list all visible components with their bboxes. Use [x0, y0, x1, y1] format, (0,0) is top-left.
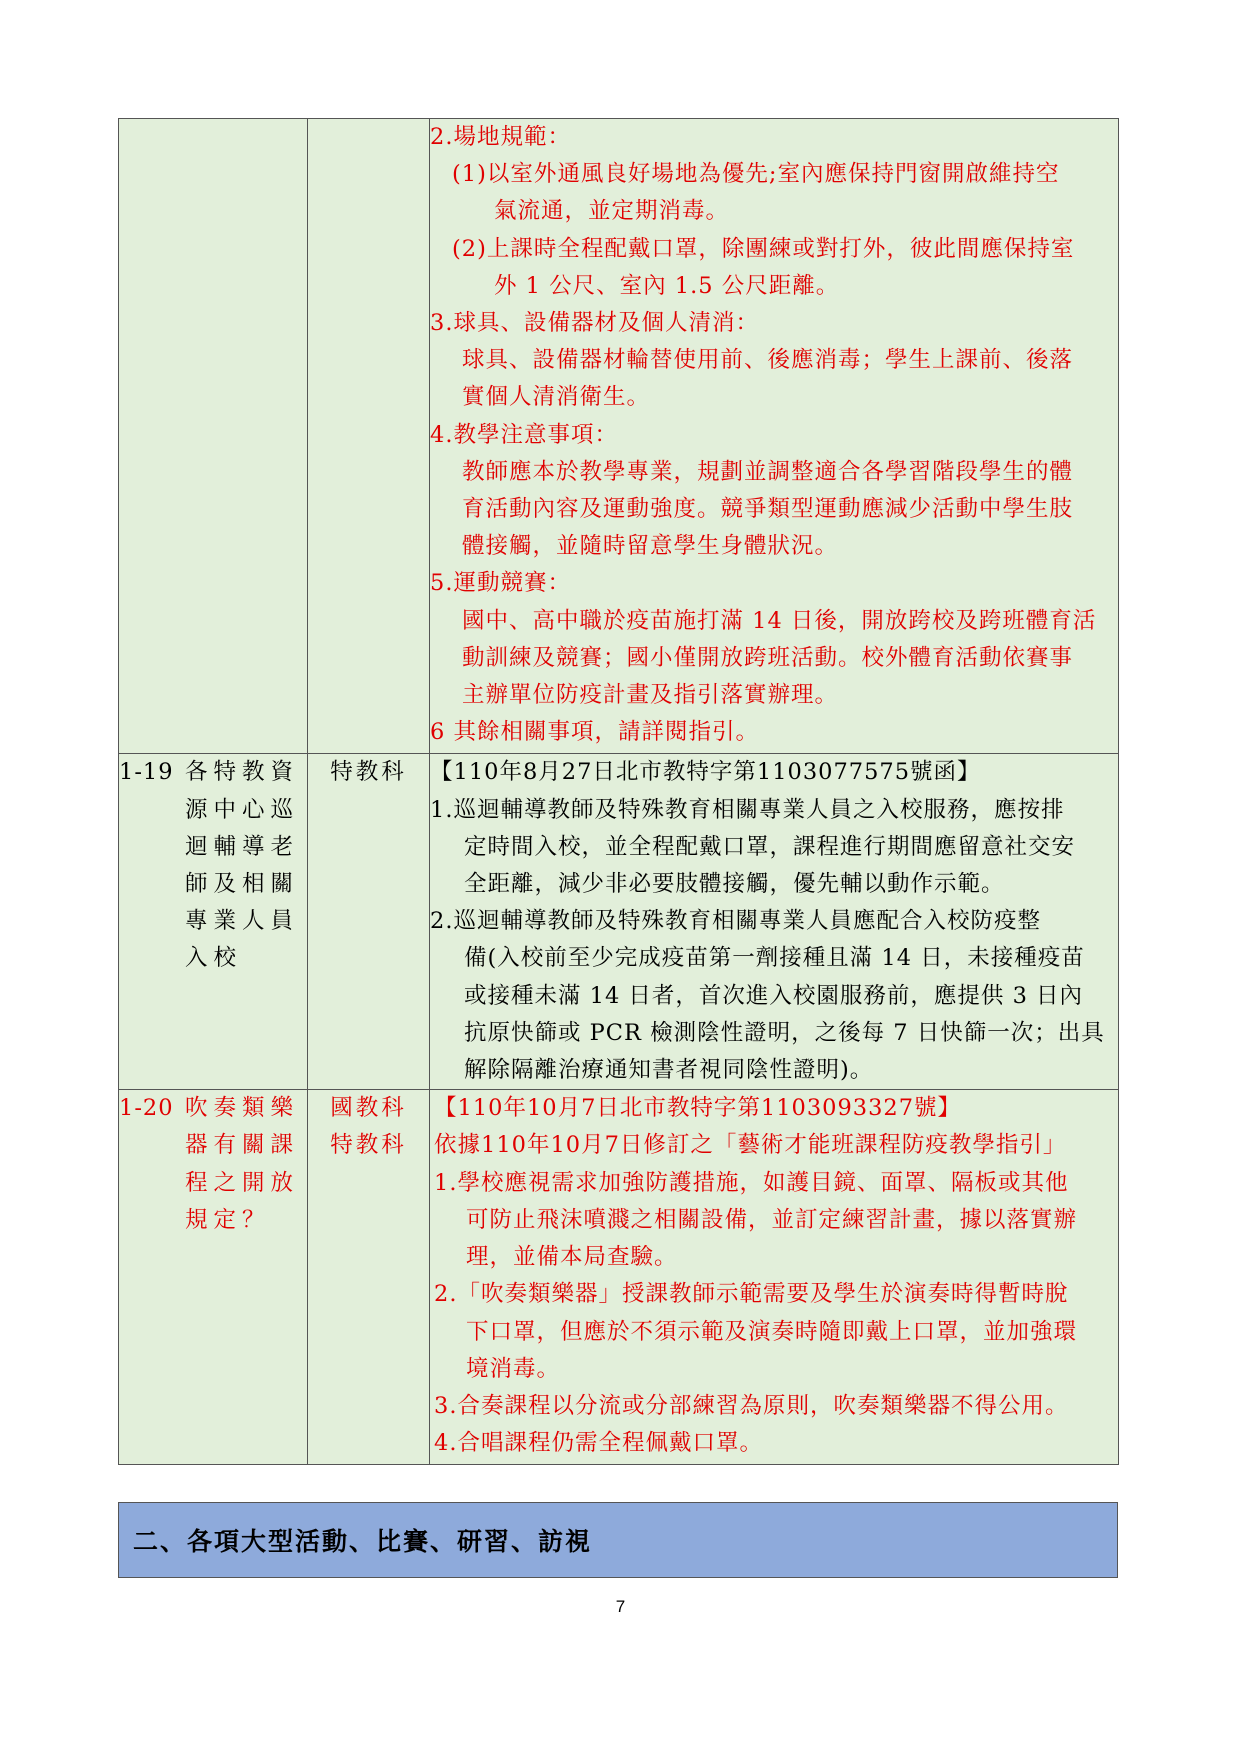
department-cell-1-20 [308, 1090, 430, 1465]
text-line: 專業人員 [185, 908, 300, 935]
text-line: 6 其餘相關事項，請詳閱指引。 [430, 719, 759, 746]
text-line: 境消毒。 [466, 1355, 561, 1382]
text-line: 主辦單位防疫計畫及指引落實辦理。 [462, 682, 839, 709]
text-line: 下口罩，但應於不須示範及演奏時隨即戴上口罩，並加強環 [466, 1318, 1078, 1345]
item-number: 1-19 [119, 759, 174, 786]
text-line: 2.場地規範： [430, 124, 571, 150]
topic-text [185, 754, 299, 977]
content-cell-1-20 [430, 1090, 1119, 1465]
section-header [118, 1502, 1118, 1578]
text-line: 3.合奏課程以分流或分部練習為原則，吹奏類樂器不得公用。 [434, 1392, 1069, 1419]
text-line: 或接種未滿 14 日者，首次進入校園服務前，應提供 3 日內 [464, 982, 1084, 1009]
text-line: 2.「吹奏類樂器」授課教師示範需要及學生於演奏時得暫時脫 [434, 1281, 1069, 1308]
content-lines [430, 754, 1118, 1089]
text-line: 國中、高中職於疫苗施打滿 14 日後，開放跨校及跨班體育活 [462, 607, 1097, 634]
department-text [308, 754, 429, 791]
content-cell-continued [430, 119, 1119, 754]
text-line: 迴輔導老 [185, 833, 300, 860]
text-line: 體接觸，並隨時留意學生身體狀況。 [462, 533, 839, 560]
text-line: 特教科 [330, 759, 407, 786]
text-line: 【110年10月7日北市教特字第1103093327號】 [434, 1095, 962, 1122]
text-line: 理，並備本局查驗。 [466, 1244, 678, 1271]
department-text [308, 1090, 429, 1164]
text-line: 1.巡迴輔導教師及特殊教育相關專業人員之入校服務，應按排 [430, 796, 1065, 823]
text-line: 程之開放 [185, 1169, 300, 1196]
text-line: 師及相關 [185, 871, 300, 898]
text-line: 氣流通，並定期消毒。 [494, 198, 730, 225]
text-line: 4.合唱課程仍需全程佩戴口罩。 [434, 1430, 763, 1457]
topic-text [185, 1090, 299, 1239]
table-row-1-20 [119, 1090, 1119, 1465]
text-line: 源中心巡 [185, 796, 300, 823]
text-line: 吹奏類樂 [185, 1095, 300, 1122]
text-line: 動訓練及競賽；國小僅開放跨班活動。校外體育活動依賽事 [462, 644, 1074, 671]
text-line: (1)以室外通風良好場地為優先;室內應保持門窗開啟維持空 [452, 161, 1060, 188]
text-line: 教師應本於教學專業，規劃並調整適合各學習階段學生的體 [462, 458, 1074, 485]
text-line: 可防止飛沫噴濺之相關設備，並訂定練習計畫，據以落實辦 [466, 1206, 1078, 1233]
topic-cell-empty [119, 119, 308, 754]
text-line: 外 1 公尺、室內 1.5 公尺距離。 [494, 272, 840, 299]
topic-cell-1-19 [119, 754, 308, 1090]
text-line: 1.學校應視需求加強防護措施，如護目鏡、面罩、隔板或其他 [434, 1169, 1069, 1196]
department-cell-empty [308, 119, 430, 754]
text-line: 規定？ [185, 1206, 271, 1233]
guidance-table [118, 118, 1119, 1465]
text-line: (2)上課時全程配戴口罩，除團練或對打外，彼此間應保持室 [452, 235, 1075, 262]
text-line: 3.球具、設備器材及個人清消： [430, 310, 759, 337]
text-line: 抗原快篩或 PCR 檢測陰性證明，之後每 7 日快篩一次；出具 [464, 1019, 1105, 1046]
page-number: 7 [615, 1597, 626, 1616]
text-line: 解除隔離治療通知書者視同陰性證明)。 [464, 1057, 874, 1084]
text-line: 育活動內容及運動強度。競爭類型運動應減少活動中學生肢 [462, 496, 1074, 523]
text-line: 實個人清消衛生。 [462, 384, 651, 411]
content-lines [430, 119, 1118, 751]
text-line: 定時間入校，並全程配戴口罩，課程進行期間應留意社交安 [464, 833, 1076, 860]
topic-cell-1-20 [119, 1090, 308, 1465]
text-line: 國教科 [330, 1095, 407, 1122]
text-line: 各特教資 [185, 759, 300, 786]
text-line: 入校 [185, 945, 243, 972]
text-line: 備(入校前至少完成疫苗第一劑接種且滿 14 日，未接種疫苗 [464, 945, 1085, 972]
item-number: 1-20 [119, 1095, 174, 1122]
content-cell-1-19 [430, 754, 1119, 1090]
text-line: 5.運動競賽： [430, 570, 571, 597]
text-line: 【110年8月27日北市教特字第1103077575號函】 [430, 759, 981, 786]
content-lines [434, 1090, 1118, 1462]
text-line: 全距離，減少非必要肢體接觸，優先輔以動作示範。 [464, 871, 1005, 898]
text-line: 球具、設備器材輪替使用前、後應消毒；學生上課前、後落 [462, 347, 1074, 374]
text-line: 特教科 [330, 1132, 407, 1159]
text-line: 2.巡迴輔導教師及特殊教育相關專業人員應配合入校防疫整 [430, 908, 1041, 935]
section-title: 二、各項大型活動、比賽、研習、訪視 [133, 1527, 593, 1556]
table-row-continued [119, 119, 1119, 754]
text-line: 依據110年10月7日修訂之「藝術才能班課程防疫教學指引」 [434, 1132, 1067, 1159]
text-line: 器有關課 [185, 1132, 300, 1159]
department-cell-1-19 [308, 754, 430, 1090]
table-row-1-19 [119, 754, 1119, 1090]
text-line: 4.教學注意事項： [430, 421, 618, 448]
